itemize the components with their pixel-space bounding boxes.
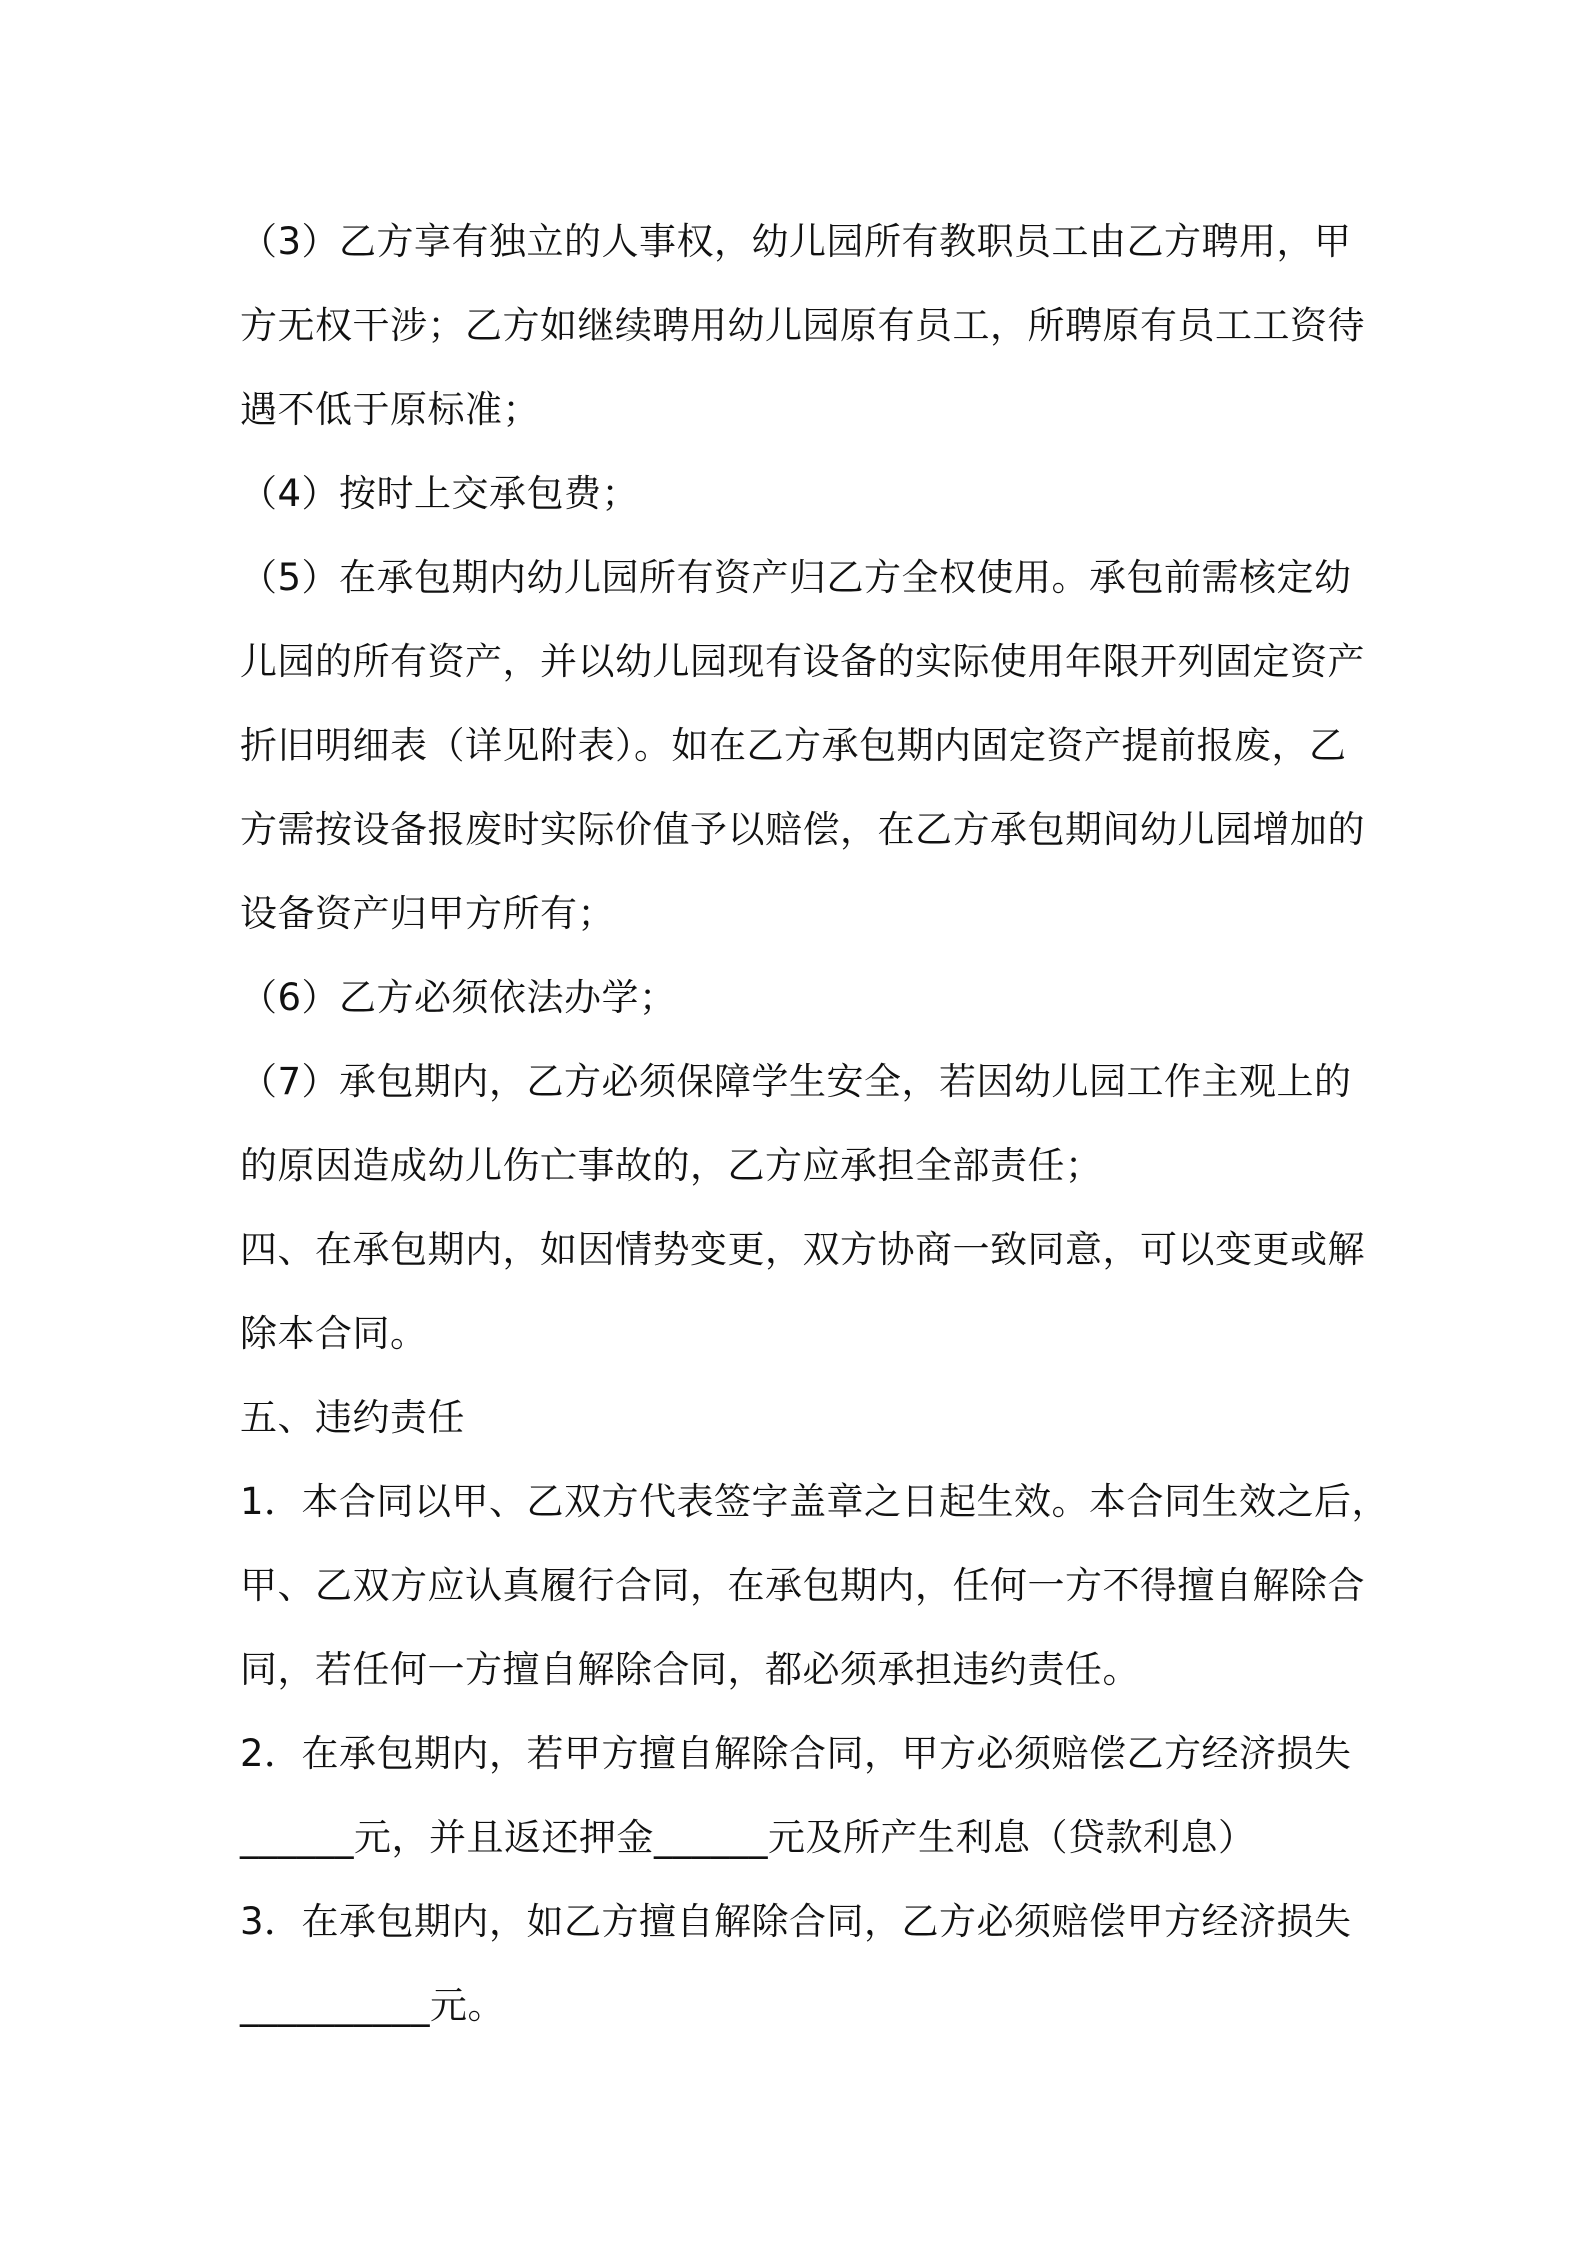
text-line: 折旧明细表（详见附表）。如在乙方承包期内固定资产提前报废，乙 xyxy=(240,724,1347,767)
document-body xyxy=(240,200,1390,2048)
text-line: 设备资产归甲方所有； xyxy=(240,892,615,935)
text-line: 除本合同。 xyxy=(240,1312,428,1355)
text-line: 同，若任何一方擅自解除合同，都必须承担违约责任。 xyxy=(240,1648,1140,1691)
text-line: （6）乙方必须依法办学； xyxy=(240,976,677,1019)
text-line: （4）按时上交承包费； xyxy=(240,472,640,515)
text-line: __________元。 xyxy=(240,1984,505,2027)
clause-line: 3．在承包期内，如乙方擅自解除合同，乙方必须赔偿甲方经济损失 xyxy=(240,1900,1352,1943)
text-line: 方无权干涉；乙方如继续聘用幼儿园原有员工，所聘原有员工工资待 xyxy=(240,304,1365,347)
section-heading: 五、违约责任 xyxy=(240,1396,465,1439)
text-line: （7）承包期内，乙方必须保障学生安全，若因幼儿园工作主观上的 xyxy=(240,1060,1352,1103)
text-line: 甲、乙双方应认真履行合同，在承包期内，任何一方不得擅自解除合 xyxy=(240,1564,1365,1607)
text-line: 的原因造成幼儿伤亡事故的，乙方应承担全部责任； xyxy=(240,1144,1103,1187)
text-line: 遇不低于原标准； xyxy=(240,388,540,431)
text-line: （3）乙方享有独立的人事权，幼儿园所有教职员工由乙方聘用，甲 xyxy=(240,220,1352,263)
text-line: ______元，并且返还押金______元及所产生利息（贷款利息） xyxy=(240,1816,1256,1859)
text-line: 方需按设备报废时实际价值予以赔偿，在乙方承包期间幼儿园增加的 xyxy=(240,808,1365,851)
clause-line: 1．本合同以甲、乙双方代表签字盖章之日起生效。本合同生效之后， xyxy=(240,1480,1390,1523)
section-heading-line: 四、在承包期内，如因情势变更，双方协商一致同意，可以变更或解 xyxy=(240,1228,1365,1271)
clause-line: 2．在承包期内，若甲方擅自解除合同，甲方必须赔偿乙方经济损失 xyxy=(240,1732,1352,1775)
text-line: （5）在承包期内幼儿园所有资产归乙方全权使用。承包前需核定幼 xyxy=(240,556,1352,599)
text-line: 儿园的所有资产，并以幼儿园现有设备的实际使用年限开列固定资产 xyxy=(240,640,1365,683)
